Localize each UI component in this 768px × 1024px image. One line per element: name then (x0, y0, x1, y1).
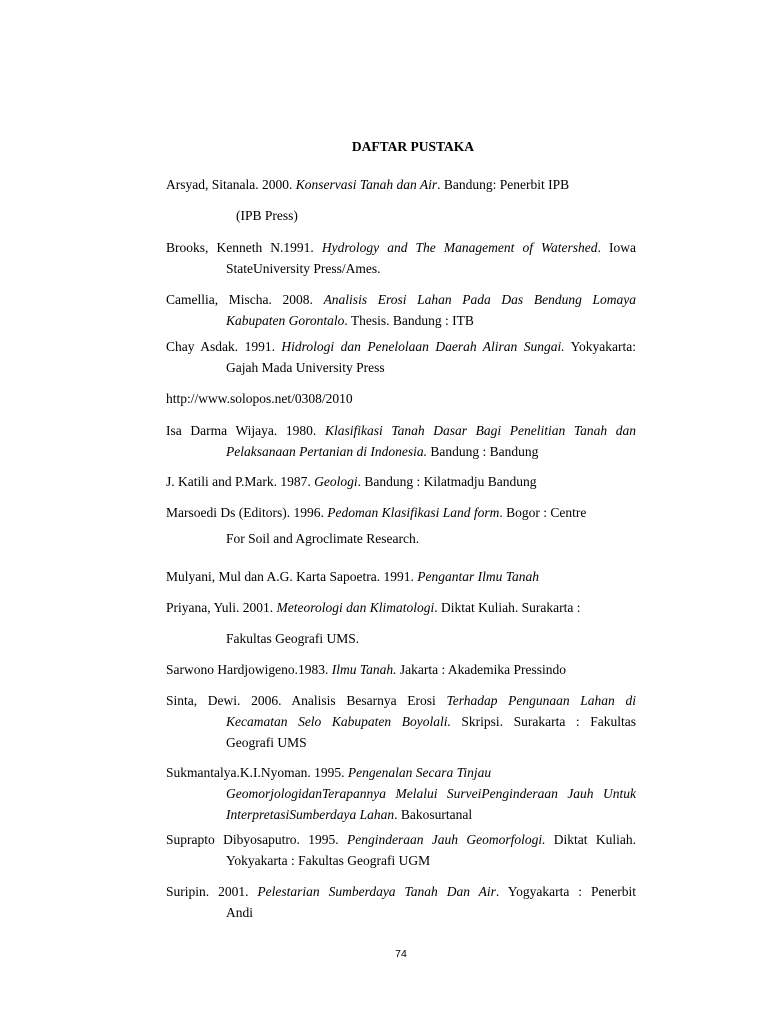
reference-entry: J. Katili and P.Mark. 1987. Geologi. Bandung : Kilatmadju Bandung (166, 474, 537, 489)
reference-continuation: Fakultas Geografi UMS. (226, 631, 360, 646)
reference-entry: Sarwono Hardjowigeno.1983. Ilmu Tanah. Jakarta : Akademika Pressindo (166, 662, 566, 677)
reference-entry: Arsyad, Sitanala. 2000. Konservasi Tanah dan Air. Bandung: Penerbit IPB (166, 177, 570, 192)
reference-entry: Priyana, Yuli. 2001. Meteorologi dan Klimatologi. Diktat Kuliah. Surakarta : (166, 600, 581, 615)
reference-entry: http://www.solopos.net/0308/2010 (166, 391, 353, 406)
reference-entry: Mulyani, Mul dan A.G. Karta Sapoetra. 1991. Pengantar Ilmu Tanah (166, 569, 539, 584)
reference-entry: Suprapto Dibyosaputro. 1995. Penginderaan Jauh Geomorfologi. Diktat Kuliah. Yokyakarta : Fakultas Geografi UGM (166, 832, 636, 868)
reference-entry: Sinta, Dewi. 2006. Analisis Besarnya Erosi Terhadap Pengunaan Lahan di Kecamatan Selo Kabupaten Boyolali. Skripsi. Surakarta : Fakultas Geografi UMS (166, 693, 636, 750)
page-number: 74 (395, 948, 407, 960)
reference-entry: Sukmantalya.K.I.Nyoman. 1995. Pengenalan Secara Tinjau GeomorjologidanTerapannya Melalui SurveiPenginderaan Jauh Untuk InterpretasiSumberdaya Lahan. Bakosurtanal (166, 765, 636, 822)
reference-continuation: For Soil and Agroclimate Research. (226, 531, 420, 546)
reference-continuation: (IPB Press) (236, 208, 298, 223)
reference-entry: Brooks, Kenneth N.1991. Hydrology and The Management of Watershed. Iowa StateUniversity Press/Ames. (166, 240, 636, 276)
reference-entry: Marsoedi Ds (Editors). 1996. Pedoman Klasifikasi Land form. Bogor : Centre (166, 505, 587, 520)
reference-entry: Chay Asdak. 1991. Hidrologi dan Penelolaan Daerah Aliran Sungai. Yokyakarta: Gajah Mada University Press (166, 339, 636, 375)
reference-entry: Suripin. 2001. Pelestarian Sumberdaya Tanah Dan Air. Yogyakarta : Penerbit Andi (166, 884, 636, 920)
reference-entry: Isa Darma Wijaya. 1980. Klasifikasi Tanah Dasar Bagi Penelitian Tanah dan Pelaksanaan Pertanian di Indonesia. Bandung : Bandung (166, 423, 636, 459)
reference-entry: Camellia, Mischa. 2008. Analisis Erosi Lahan Pada Das Bendung Lomaya Kabupaten Gorontalo. Thesis. Bandung : ITB (166, 292, 636, 328)
page-title: DAFTAR PUSTAKA (351, 139, 475, 154)
